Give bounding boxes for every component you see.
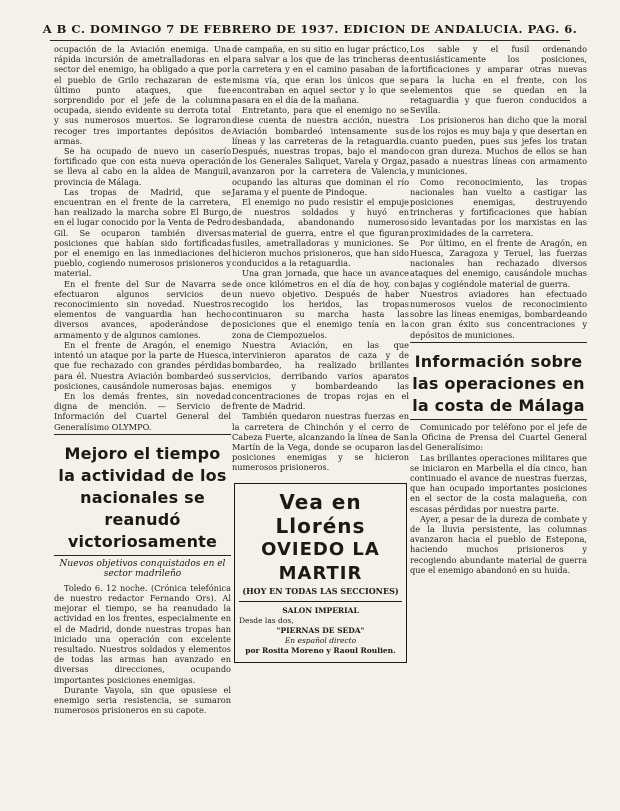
column-1-text-bottom xyxy=(50,583,235,716)
article-headline: Mejoro el tiempo la actividad de los nacionales se reanudó victoriosamente xyxy=(58,443,227,551)
article-paragraph: En los demás frentes, sin novedad digna de mención. — Servicio de Información del Cuartel General del Generalísimo OLYMPO. xyxy=(54,390,231,432)
article-paragraph: Una gran jornada, que hace un avance de once kilómetros en el día de hoy, con un nuevo objetivo. Después de haber recogido los heridos, las tropas continuaron su marcha hasta las posiciones que el enemigo tenía en la zona de Ciempozuelos. xyxy=(232,268,409,340)
ad-language: En español directo xyxy=(284,635,357,645)
article-paragraph: Comunicado por teléfono por el jefe de la Oficina de Prensa del Cuartel General del Generalísimo: xyxy=(410,421,587,453)
column-1 xyxy=(50,44,235,804)
ad-cast: por Rosita Moreno y Raoul Roulien. xyxy=(245,645,396,655)
article-paragraph: Como reconocimiento, las tropas nacionales han vuelto a castigar las posiciones enemigas, destruyendo trincheras y fortificaciones que habían sido levantadas por los marxistas en las proximidades de la carretera. xyxy=(410,176,587,238)
article-paragraph: Se ha ocupado de nuevo un caserío fortificado que con esta nueva operación se lleva al cabo en la aldea de Manguil, provincia de Málaga. xyxy=(54,146,231,187)
article-paragraph: Las tropas de Madrid, que se encuentran en el frente de la carretera, han realizado la marcha sobre El Burgo, en el lugar conocido por la Venta de Pedro Gil. Se ocuparon también diversas posiciones que habían sido fortificadas por el enemigo en las inmediaciones del pueblo, cogiendo numerosos prisioneros y material. xyxy=(54,186,231,279)
article-paragraph: En el frente del Sur de Navarra se efectuaron algunos servicios de reconocimiento sin novedad. Nuestros elementos de vanguardia han hecho diversos avances, apoderándose de armamento y de algunos camiones. xyxy=(54,278,231,340)
section-rule xyxy=(410,419,587,420)
page-masthead: A B C. DOMINGO 7 DE FEBRERO DE 1937. EDICION DE ANDALUCIA. PAG. 6. xyxy=(42,22,578,36)
article-paragraph: En el frente de Aragón, el enemigo intentó un ataque por la parte de Huesca, que fue rechazado con grandes pérdidas para él. Nuestra Aviación bombardeó sus posiciones, causándole numerosas bajas. xyxy=(54,339,231,391)
ad-note: (HOY EN TODAS LAS SECCIONES) xyxy=(242,585,399,596)
article-paragraph: Durante Vayola, sin que opusiese el enemigo seria resistencia, se sumaron numerosos prisioneros en su capote. xyxy=(54,684,231,716)
article-paragraph: Toledo 6. 12 noche. (Crónica telefónica de nuestro redactor Fernando Ors). Al mejorar el tiempo, se ha reanudado la actividad en los frentes, especialmente en el de Madrid, donde nuestras tropas han iniciado una operación con excelente resultado. Nuestros soldados y elementos de todas las armas han avanzado en diversas direcciones, ocupando importantes posiciones enemigas. xyxy=(54,582,231,685)
article-paragraph: ocupación de la Aviación enemiga. Una rápida incursión de ametralladoras en el sector del enemigo, ha obligado a que por el pueblo de Grilo rechazaran de este último punto ataques, que fue sorprendido por el jefe de la columna ocupada, siendo evidente su derrota total y sus numerosos muertos. Se lograron recoger tres importantes depósitos de armas. xyxy=(54,44,231,146)
ad-film-title: OVIEDO LA MARTIR xyxy=(261,538,380,584)
article-paragraph: de campaña, en su sitio en lugar práctico, para salvar a los que de las trincheras de la carretera y en el camino pasaban de la misma vía, que eran los únicos que se encontraban en aquel sector y lo que se pasara en el día de la mañana. xyxy=(232,44,409,106)
ad-divider xyxy=(239,601,402,602)
article-paragraph: Las brillantes operaciones militares que se iniciaron en Marbella el día cinco, han continuado el avance de nuestras fuerzas, que han ocupado importantes posiciones en el sector de la costa malagueña, con escasas pérdidas por nuestra parte. xyxy=(410,452,587,514)
article-paragraph: Por último, en el frente de Aragón, en Huesca, Zaragoza y Teruel, las fuerzas nacionales han rechazado diversos ataques del enemigo, causándole muchas bajas y cogiéndole material de guerra. xyxy=(410,237,587,289)
column-3-text-top xyxy=(406,44,591,340)
article-paragraph: Nuestros aviadores han efectuado numerosos vuelos de reconocimiento sobre las líneas enemigas, bombardeando con gran éxito sus concentraciones y depósitos de municiones. xyxy=(410,288,587,340)
ad-cinema-name: SALON IMPERIAL xyxy=(282,605,359,615)
column-1-text-top xyxy=(50,44,235,432)
article-paragraph: Los prisioneros han dicho que la moral de los rojos es muy baja y que desertan en cuanto pueden, pues sus jefes los tratan con gran dureza. Muchos de ellos se han pasado a nuestras líneas con armamento y municiones. xyxy=(410,115,587,177)
article-paragraph: Nuestra Aviación, en las que intervinieron aparatos de caza y de bombardeo, ha realizado brillantes servicios, derribando varios aparatos enemigos y bombardeando las concentraciones de tropas rojas en el frente de Madrid. xyxy=(232,339,409,412)
masthead-rule xyxy=(50,40,570,41)
article-paragraph: Entretanto, para que el enemigo no se diese cuenta de nuestra acción, nuestra Aviación bombardeó intensamente sus líneas y las carreteras de la retaguardia. Después, nuestras tropas, bajo el mando de los Generales Saliquet, Varela y Orgaz, avanzaron por la carretera de Valencia, ocupando las alturas que dominan el río Jarama y el puente de Pindoque. xyxy=(232,105,409,197)
section-rule xyxy=(54,555,231,556)
article-paragraph: También quedaron nuestras fuerzas en la carretera de Chinchón y el cerro de Cabeza Fuerte, alcanzando la línea de San Martín de la Vega, donde se ocuparon las posiciones enemigas y se hicieron numerosos prisioneros. xyxy=(232,411,409,473)
article-paragraph: Ayer, a pesar de la dureza de combate y de la lluvia persistente, las columnas avanzaron hacia el pueblo de Estepona, haciendo muchos prisioneros y recogiendo abundante material de guerra que el enemigo abandonó en su huida. xyxy=(410,513,587,575)
column-2 xyxy=(228,44,413,804)
cinema-advertisement xyxy=(234,483,407,663)
article-paragraph: El enemigo no pudo resistir el empuje de nuestros soldados y huyó en desbandada, abandonando numeroso material de guerra, entre el que figuran fusiles, ametralladoras y municiones. Se hicieron muchos prisioneros, que han sido conducidos a la retaguardia. xyxy=(232,197,409,269)
column-2-text xyxy=(228,44,413,473)
article-subheadline: Nuevos objetivos conquistados en el sector madrileño xyxy=(59,558,226,579)
ad-film: "PIERNAS DE SEDA" xyxy=(276,625,365,635)
ad-title: Vea en Lloréns xyxy=(275,489,366,538)
article-headline: Información sobre las operaciones en la costa de Málaga xyxy=(412,351,585,415)
column-3 xyxy=(406,44,591,804)
section-rule xyxy=(54,434,231,435)
ad-time: Desde las dos, xyxy=(239,615,294,625)
section-rule xyxy=(410,342,587,343)
article-paragraph: Los sable y el fusil ordenando entusiásticamente los posiciones, fortificaciones y amparar otras nuevas para la lucha en el frente, con los elementos que se quedan en la retaguardia y que fueron conducidos a Sevilla. xyxy=(410,44,587,116)
column-3-text-bottom xyxy=(406,422,591,575)
